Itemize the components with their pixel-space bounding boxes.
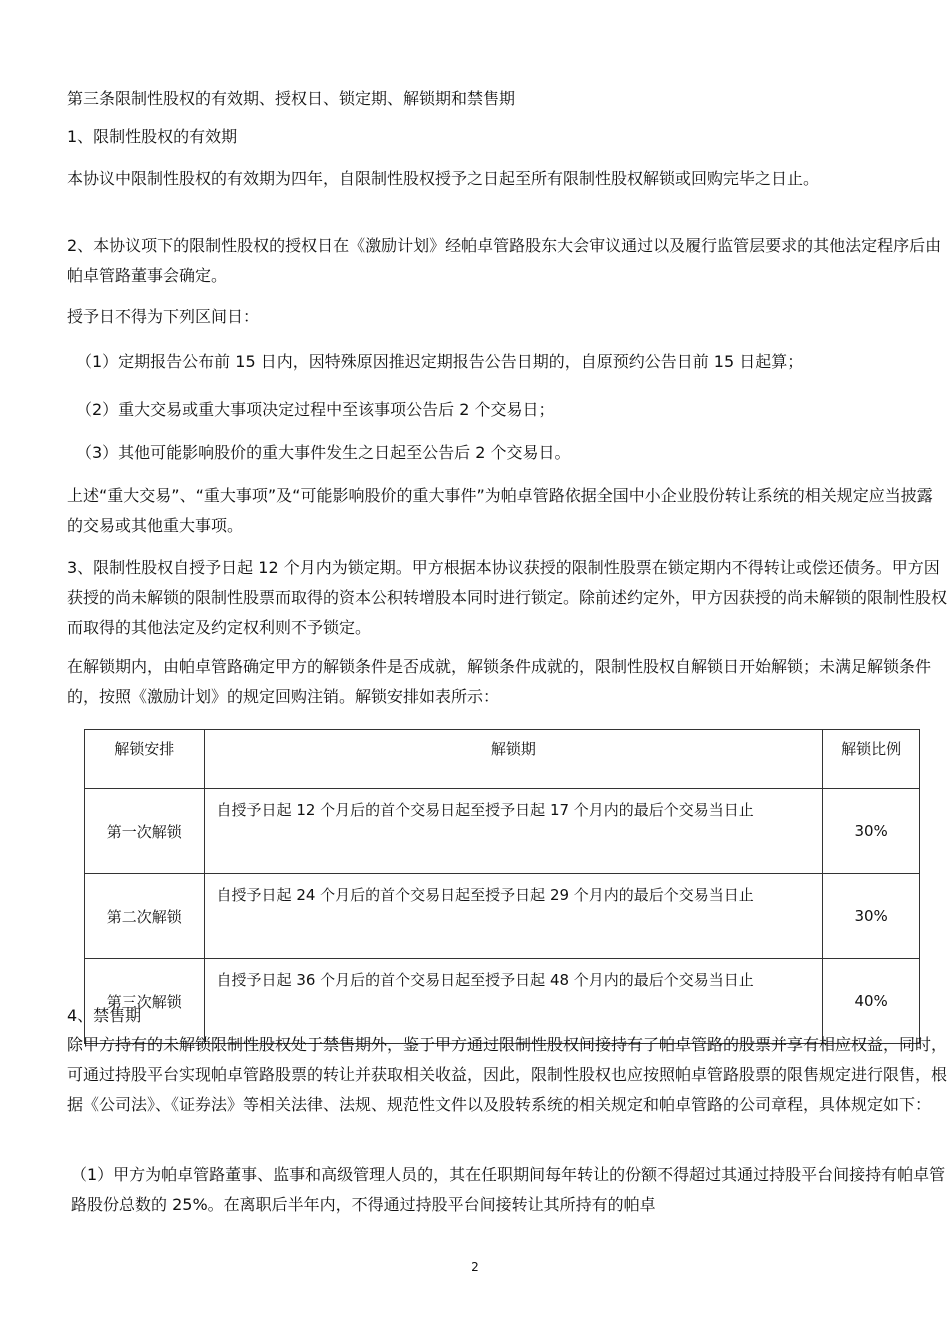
article-heading: 第三条限制性股权的有效期、授权日、锁定期、解锁期和禁售期 (67, 89, 516, 108)
section-3-body: 3、限制性股权自授予日起 12 个月内为锁定期。甲方根据本协议获授的限制性股票在锁定期内不得转让或偿还债务。甲方因获授的尚未解锁的限制性股票而取得的资本公积转增股本同时进行锁定。除前述约定外，甲方因获授的尚未解锁的限制性股权而取得的其他法定及约定权利则不予锁定。 (67, 558, 948, 637)
section-2-body: 2、本协议项下的限制性股权的授权日在《激励计划》经帕卓管路股东大会审议通过以及履行监管层要求的其他法定程序后由帕卓管路董事会确定。 (67, 236, 942, 285)
unlock-paragraph: 在解锁期内，由帕卓管路确定甲方的解锁条件是否成就，解锁条件成就的，限制性股权自解锁日开始解锁；未满足解锁条件的，按照《激励计划》的规定回购注销。解锁安排如表所示： (67, 657, 932, 706)
definition-paragraph: 上述“重大交易”、“重大事项”及“可能影响股价的重大事件”为帕卓管路依据全国中小企业股份转让系统的相关规定应当披露的交易或其他重大事项。 (67, 486, 933, 535)
section-1-body: 本协议中限制性股权的有效期为四年，自限制性股权授予之日起至所有限制性股权解锁或回购完毕之日止。 (67, 169, 820, 188)
header-ratio: 解锁比例 (823, 730, 920, 789)
row-period: 自授予日起 36 个月后的首个交易日起至授予日起 48 个月内的最后个交易当日止 (204, 959, 823, 1044)
table-row (85, 874, 920, 959)
grant-exclusion-item-1: （1）定期报告公布前 15 日内，因特殊原因推迟定期报告公告日期的，自原预约公告日前 15 日起算； (76, 352, 804, 371)
section-4-title: 4、禁售期 (67, 1006, 142, 1025)
header-stage: 解锁安排 (85, 730, 205, 789)
table-header-row (85, 730, 920, 789)
grant-exclusion-item-3: （3）其他可能影响股价的重大事件发生之日起至公告后 2 个交易日。 (76, 443, 571, 462)
row-ratio: 30% (823, 789, 920, 874)
row-period: 自授予日起 12 个月后的首个交易日起至授予日起 17 个月内的最后个交易当日止 (204, 789, 823, 874)
table-row (85, 789, 920, 874)
grant-date-intro: 授予日不得为下列区间日： (67, 307, 260, 326)
row-ratio: 30% (823, 874, 920, 959)
section-4-body: 除甲方持有的未解锁限制性股权处于禁售期外，鉴于甲方通过限制性股权间接持有了帕卓管路的股票并享有相应权益，同时，可通过持股平台实现帕卓管路股票的转让并获取相关收益，因此，限制性股权也应按照帕卓管路股票的限售规定进行限售，根据《公司法》、《证券法》等相关法律、法规、规范性文件以及股转系统的相关规定和帕卓管路的公司章程，具体规定如下： (67, 1035, 948, 1114)
row-stage: 第三次解锁 (85, 959, 205, 1044)
section-1-title: 1、限制性股权的有效期 (67, 127, 238, 146)
row-period: 自授予日起 24 个月后的首个交易日起至授予日起 29 个月内的最后个交易当日止 (204, 874, 823, 959)
row-stage: 第一次解锁 (85, 789, 205, 874)
page-number: 2 (471, 1260, 479, 1274)
row-ratio: 40% (823, 959, 920, 1044)
header-period: 解锁期 (204, 730, 823, 789)
grant-exclusion-item-2: （2）重大交易或重大事项决定过程中至该事项公告后 2 个交易日； (76, 400, 555, 419)
section-4-item-1: （1）甲方为帕卓管路董事、监事和高级管理人员的，其在任职期间每年转让的份额不得超过其通过持股平台间接持有帕卓管路股份总数的 25%。在离职后半年内，不得通过持股平台间接转让其所持有的帕卓 (71, 1165, 946, 1214)
unlock-schedule-table (84, 729, 920, 1044)
row-stage: 第二次解锁 (85, 874, 205, 959)
